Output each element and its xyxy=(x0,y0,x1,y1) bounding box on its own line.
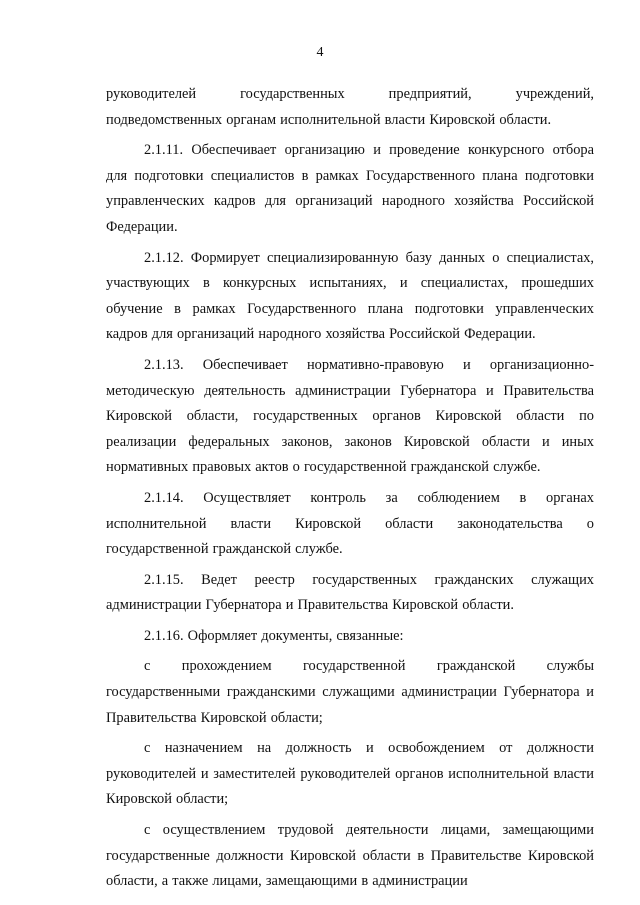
paragraph-2-1-15: 2.1.15. Ведет реестр государственных гражданских служащих администрации Губернатора и Правительства Кировской области. xyxy=(106,571,594,614)
paragraph-continuation: руководителей государственных предприятий, учреждений, подведомственных органам исполнительной власти Кировской области. xyxy=(106,86,594,128)
paragraph-2-1-13: 2.1.13. Обеспечивает нормативно-правовую и организационно-методическую деятельность администрации Губернатора и Правительства Кировской области, государственных органов Кировской области по реализации федеральных законов, законов Кировской области и иных нормативных правовых актов о государственной гражданской службе. xyxy=(106,356,594,476)
page-number: 4 xyxy=(316,45,324,60)
paragraph-2-1-16-item-2: с назначением на должность и освобождением от должности руководителей и заместителей руководителей органов исполнительной власти Кировской области; xyxy=(106,740,594,808)
paragraph-2-1-16-item-3: с осуществлением трудовой деятельности лицами, замещающими государственные должности Кировской области в Правительстве Кировской области, а также лицами, замещающими в администрации xyxy=(106,822,594,890)
paragraph-2-1-16: 2.1.16. Оформляет документы, связанные: xyxy=(144,627,404,644)
paragraph-2-1-14: 2.1.14. Осуществляет контроль за соблюдением в органах исполнительной власти Кировской области законодательства о государственной гражданской службе. xyxy=(106,489,594,558)
document-body xyxy=(106,82,594,895)
paragraph-2-1-12: 2.1.12. Формирует специализированную базу данных о специалистах, участвующих в конкурсных испытаниях, и специалистах, прошедших обучение в рамках Государственного плана подготовки управленческих кадров для организаций народного хозяйства Российской Федерации. xyxy=(106,249,594,343)
paragraph-2-1-11: 2.1.11. Обеспечивает организацию и проведение конкурсного отбора для подготовки специалистов в рамках Государственного плана подготовки управленческих кадров для организаций народного хозяйства Российской Федерации. xyxy=(106,142,594,235)
paragraph-2-1-16-item-1: с прохождением государственной гражданской службы государственными гражданскими служащими администрации Губернатора и Правительства Кировской области; xyxy=(106,658,594,726)
